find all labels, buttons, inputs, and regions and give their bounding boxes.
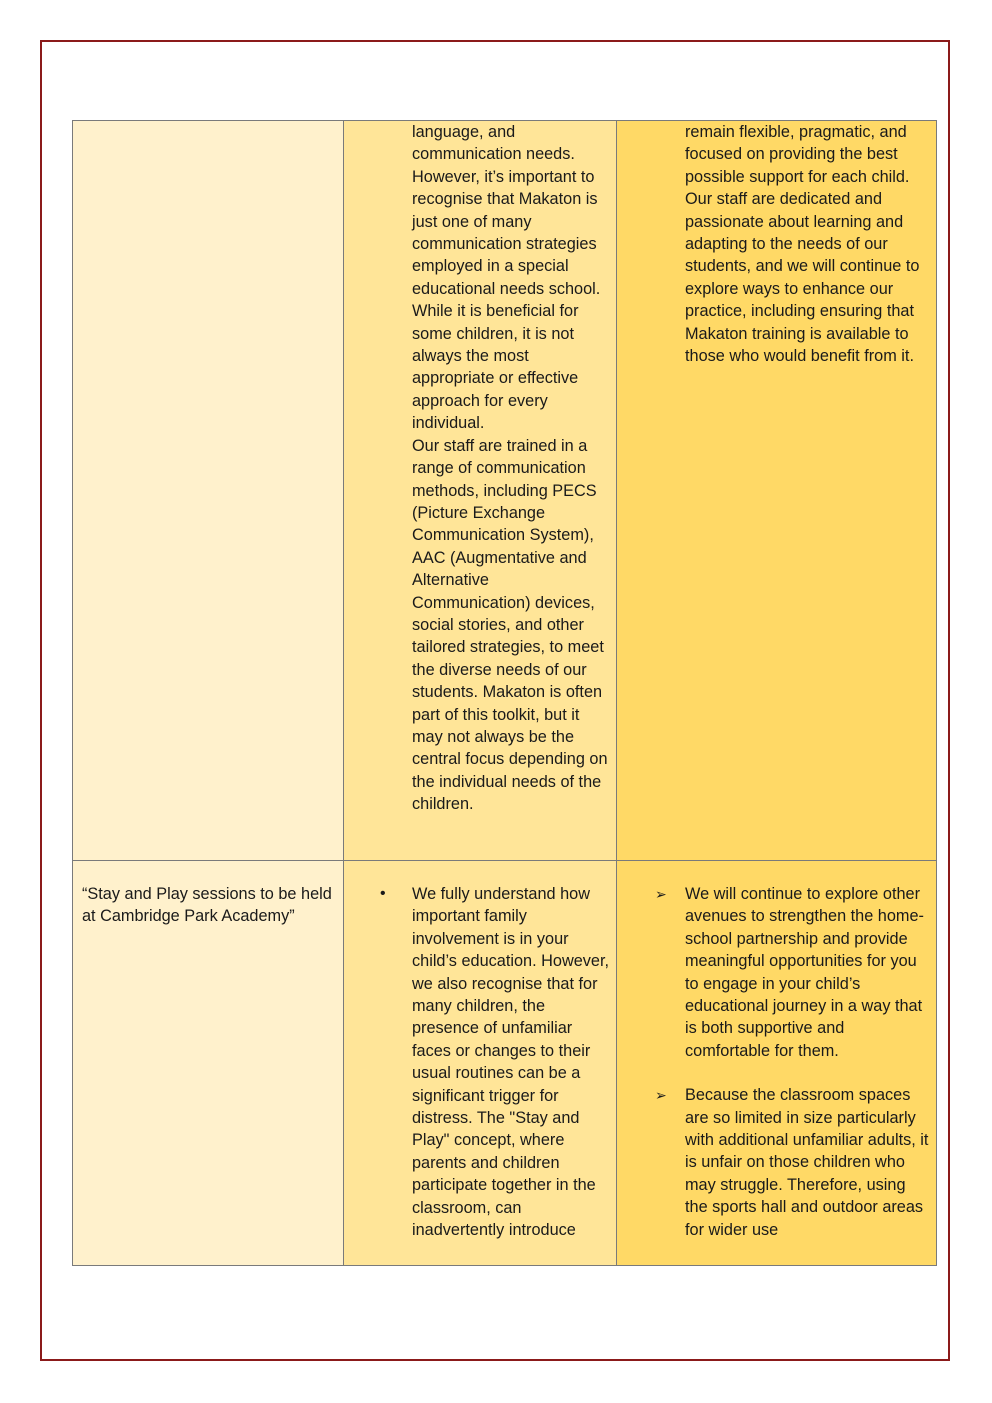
response-table xyxy=(72,120,937,1266)
bullet-icon: • xyxy=(380,885,386,902)
action-paragraph: remain flexible, pragmatic, and focused on providing the best possible support for each child. Our staff are dedicated and passionate about learning and adapting to the needs of our students, and we will continue to explore ways to enhance our practice, including ensuring that Makaton training is available to those who would benefit from it. xyxy=(685,123,920,366)
request-cell xyxy=(73,121,344,861)
response-paragraph: Our staff are trained in a range of communication methods, including PECS (Picture Exchange Communication System), AAC (Augmentative and Alternative Communication) devices, social stories, and other tailored strategies, to meet the diverse needs of our students. Makaton is often part of this toolkit, but it may not always be the central focus depending on the individual needs of the children. xyxy=(412,436,608,814)
list-item xyxy=(655,1084,930,1241)
table-row xyxy=(73,861,937,1266)
action-cell xyxy=(617,861,937,1266)
action-paragraph: We will continue to explore other avenues to strengthen the home-school partnership and provide meaningful opportunities for you to engage in your child’s educational journey in a way that is both supportive and comfortable for them. xyxy=(685,885,924,1060)
request-cell xyxy=(73,861,344,1266)
response-paragraph: language, and communication needs. However, it’s important to recognise that Makaton is just one of many communication strategies employed in a special educational needs school. While it is beneficial for some children, it is not always the most appropriate or effective approach for every individual. xyxy=(412,123,601,433)
response-cell xyxy=(344,861,617,1266)
response-cell xyxy=(344,121,617,861)
arrow-bullet-icon: ➢ xyxy=(655,886,667,902)
table-row xyxy=(73,121,937,861)
action-paragraph: Because the classroom spaces are so limited in size particularly with additional unfamiliar adults, it is unfair on those children who may struggle. Therefore, using the sports hall and outdoor areas for wider use xyxy=(685,1086,929,1239)
arrow-bullet-icon: ➢ xyxy=(655,1087,667,1104)
list-item xyxy=(655,883,930,1062)
action-cell xyxy=(617,121,937,861)
request-text: “Stay and Play sessions to be held at Cambridge Park Academy” xyxy=(82,885,332,926)
list-item xyxy=(380,883,610,1242)
response-paragraph: We fully understand how important family involvement is in your child’s education. However, we also recognise that for many children, the presence of unfamiliar faces or changes to their usual routines can be a significant trigger for distress. The "Stay and Play" concept, where parents and children participate together in the classroom, can inadvertently introduce xyxy=(412,885,609,1240)
